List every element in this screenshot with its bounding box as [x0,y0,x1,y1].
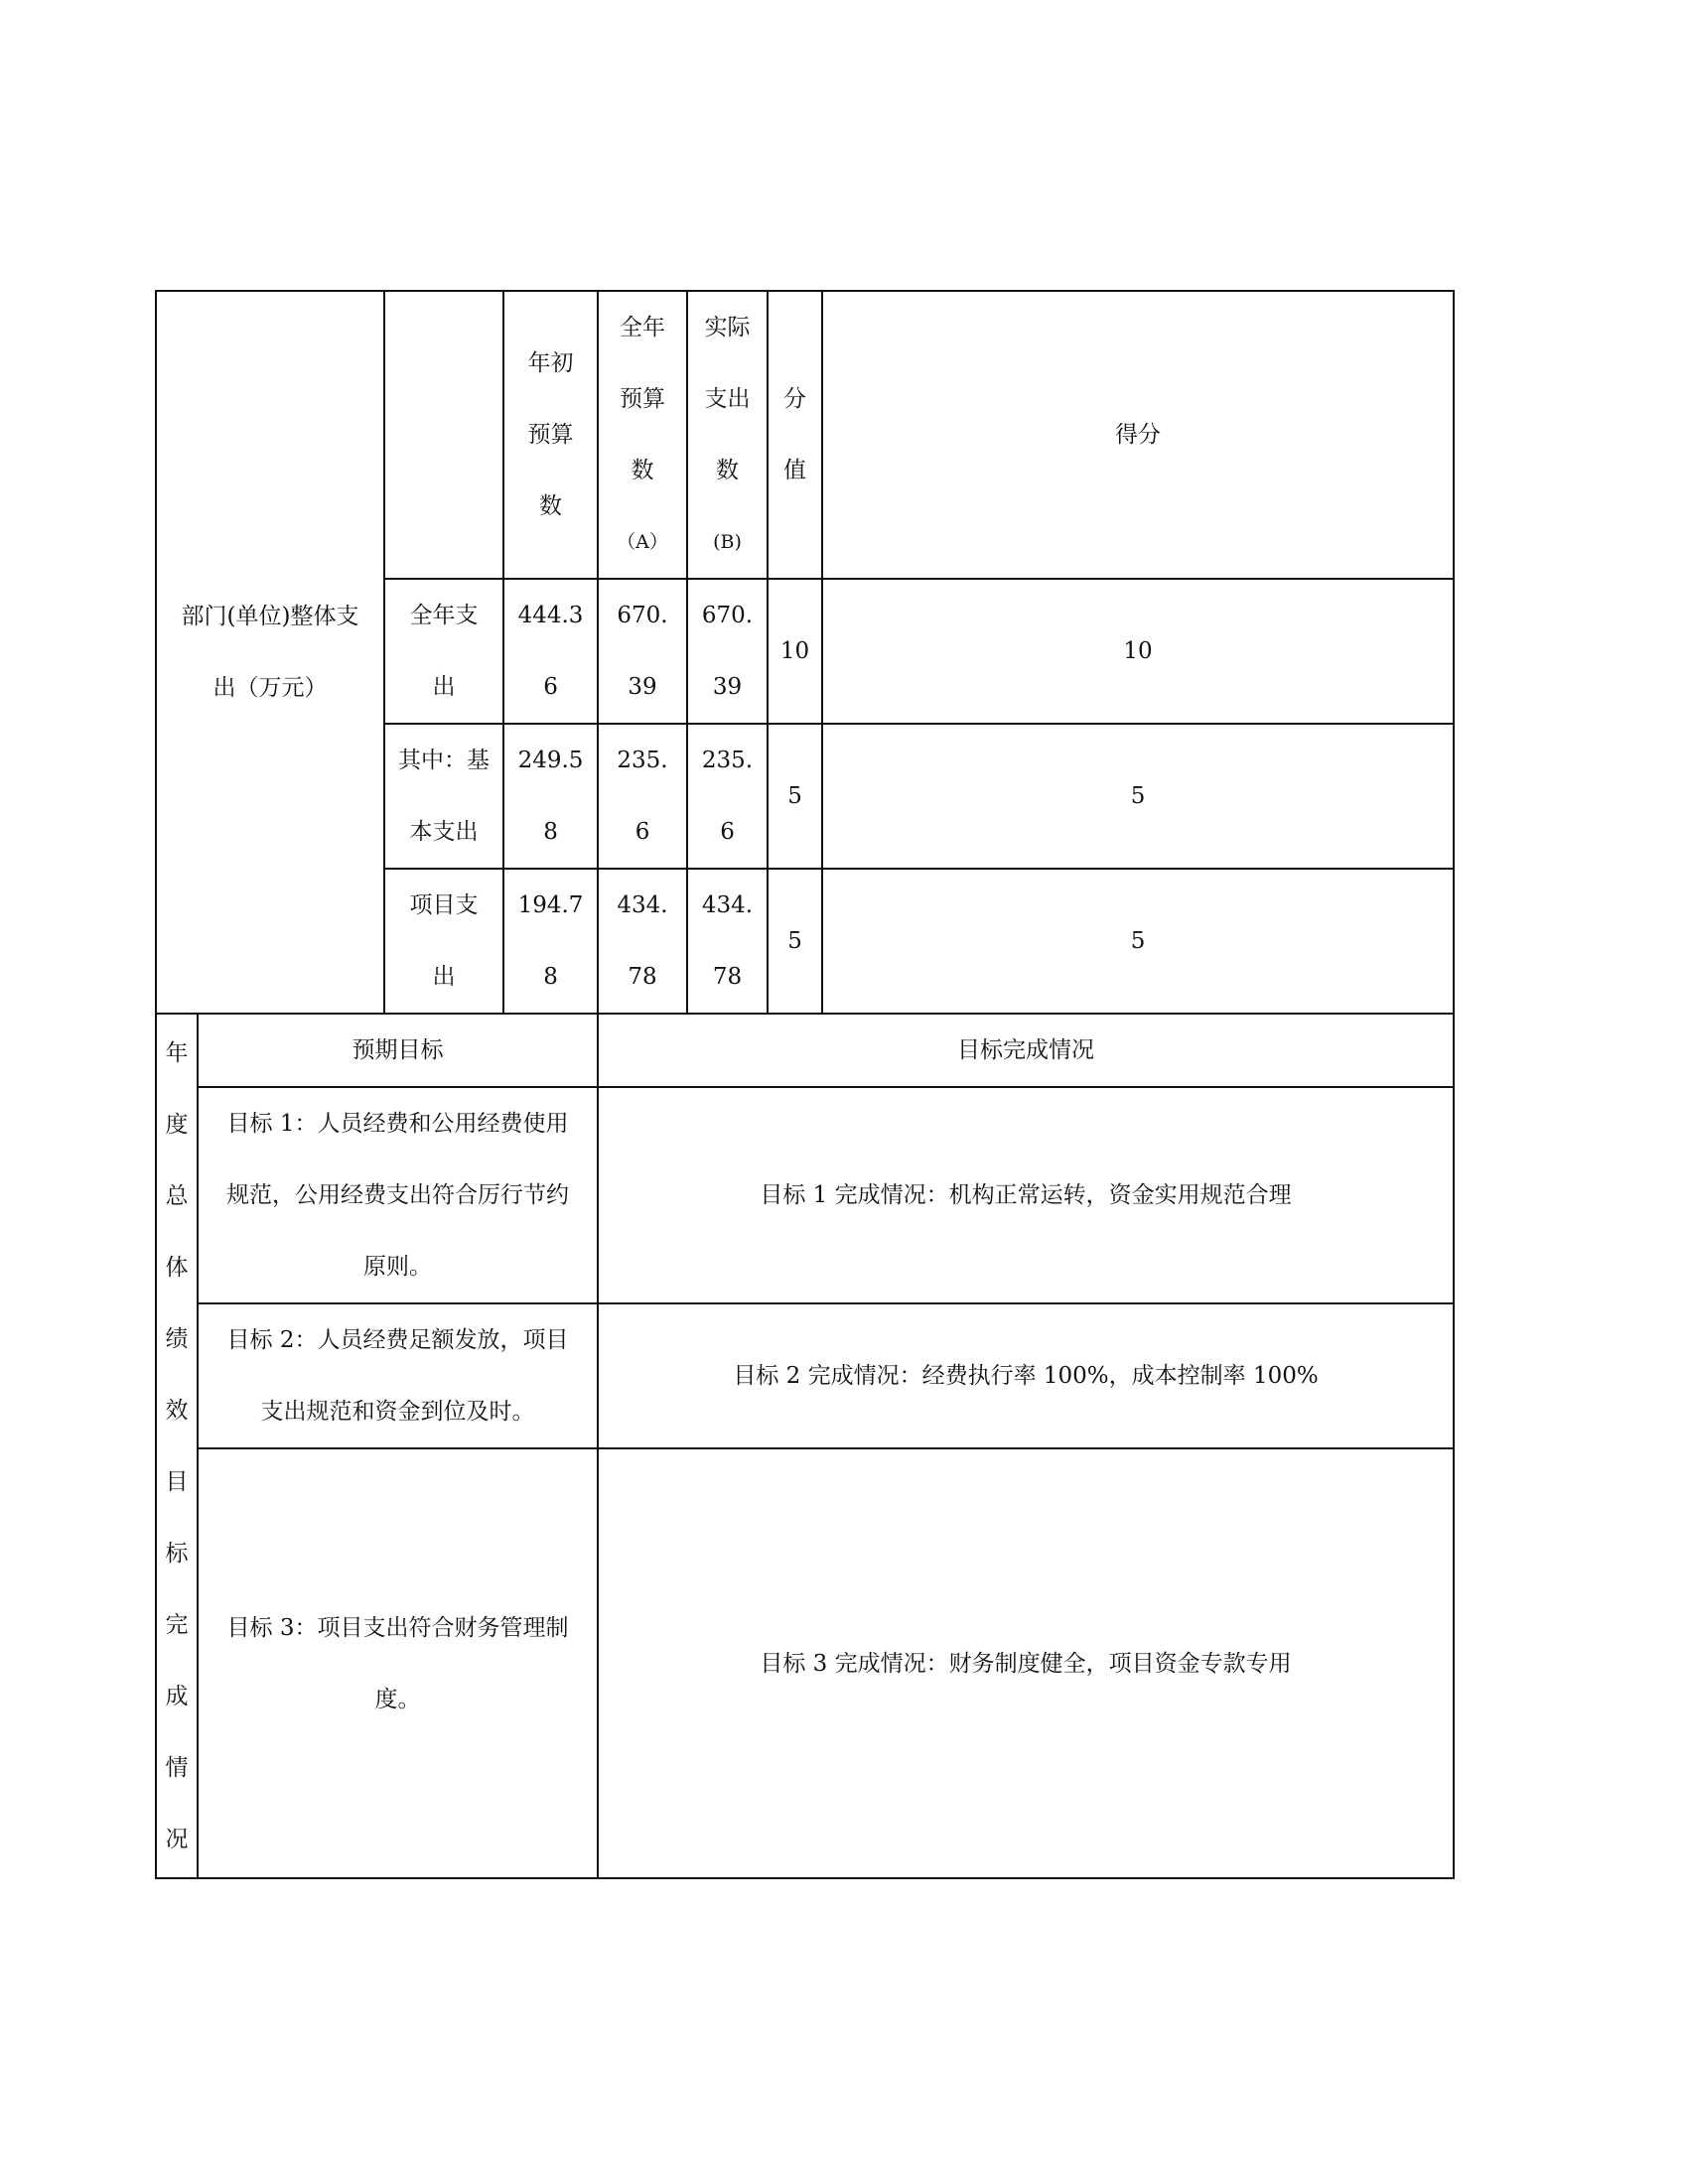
expected-goal-l2: 规范，公用经费支出符合厉行节约 [226,1182,569,1208]
annual-budget-l2: 39 [628,674,657,700]
budget-row-label-line1: 部门(单位)整体支 [181,604,359,629]
expected-goal-cell [198,1087,598,1303]
annual-budget-l2: 6 [634,819,650,845]
side-char: 绩 [165,1325,189,1352]
actual-spend-l2: 6 [720,819,735,845]
actual-spend-cell [687,724,768,869]
annual-budget-l1: 434. [617,892,668,918]
side-char: 体 [165,1254,189,1281]
initial-budget-header [503,291,598,579]
budget-header-row [156,291,1454,579]
score-cell: 10 [768,579,822,724]
initial-budget-l1: 194.7 [517,892,584,918]
side-char: 年 [165,1039,189,1066]
goal-row [156,1087,1454,1303]
expected-goal-cell [198,1303,598,1448]
initial-budget-header-l3: 数 [539,493,563,519]
goal-completion-header: 目标完成情况 [598,1014,1454,1087]
goal-row [156,1448,1454,1878]
points-cell: 10 [822,579,1454,724]
row-label-l2: 本支出 [409,819,479,845]
score-cell: 5 [768,724,822,869]
row-label-cell [384,579,503,724]
actual-spend-header-l4: (B) [713,531,742,553]
annual-budget-header-l4: （A） [617,531,668,553]
initial-budget-l2: 6 [543,674,558,700]
score-header [768,291,822,579]
expected-goal-l3: 原则。 [363,1254,432,1280]
side-char: 度 [165,1111,189,1138]
expected-goal-l2: 度。 [374,1686,421,1712]
side-char: 效 [165,1397,189,1424]
side-char: 标 [165,1540,189,1567]
side-char: 情 [165,1754,189,1781]
actual-spend-cell [687,579,768,724]
row-label-l1: 项目支 [409,892,479,918]
annual-budget-header-l3: 数 [631,458,654,483]
actual-spend-header-l1: 实际 [704,315,751,341]
budget-row-label-cell [156,291,384,1014]
annual-budget-header-l1: 全年 [620,315,666,341]
goal-completion-cell: 目标 3 完成情况：财务制度健全，项目资金专款专用 [598,1448,1454,1878]
initial-budget-cell [503,724,598,869]
actual-spend-l2: 78 [712,964,743,990]
initial-budget-l2: 8 [543,964,558,990]
initial-budget-l1: 444.3 [517,603,584,628]
initial-budget-cell [503,869,598,1014]
annual-budget-cell [598,579,687,724]
expected-goal-l1: 目标 2：人员经费足额发放，项目 [226,1327,569,1353]
score-cell: 5 [768,869,822,1014]
annual-budget-l1: 235. [617,748,668,773]
actual-spend-l1: 235. [701,748,754,773]
blank-header-cell [384,291,503,579]
annual-budget-cell [598,869,687,1014]
actual-spend-cell [687,869,768,1014]
side-char: 况 [165,1826,189,1852]
row-label-cell [384,869,503,1014]
initial-budget-l1: 249.5 [517,748,584,773]
initial-budget-cell [503,579,598,724]
initial-budget-l2: 8 [543,819,558,845]
expected-goals-header: 预期目标 [198,1014,598,1087]
row-label-l2: 出 [432,964,456,990]
goal-row [156,1303,1454,1448]
points-cell: 5 [822,724,1454,869]
score-header-l2: 值 [783,458,807,483]
expected-goal-l2: 支出规范和资金到位及时。 [260,1399,535,1425]
budget-row-label-line2: 出（万元） [212,675,328,701]
points-header: 得分 [822,291,1454,579]
expected-goal-l1: 目标 3：项目支出符合财务管理制 [226,1614,569,1641]
annual-budget-l1: 670. [617,603,668,628]
goals-header-row [156,1014,1454,1087]
side-char: 目 [165,1468,189,1495]
score-header-l1: 分 [783,386,807,412]
annual-budget-cell [598,724,687,869]
actual-spend-l1: 434. [701,892,754,918]
row-label-l1: 其中：基 [398,748,491,773]
annual-budget-header [598,291,687,579]
row-label-l1: 全年支 [409,603,479,628]
performance-table [155,290,1455,1879]
annual-budget-header-l2: 预算 [620,386,666,412]
actual-spend-header-l3: 数 [716,458,740,483]
initial-budget-header-l1: 年初 [527,350,574,376]
row-label-l2: 出 [432,674,456,700]
expected-goal-cell [198,1448,598,1878]
goals-side-label [156,1014,198,1878]
actual-spend-l2: 39 [712,674,743,700]
actual-spend-header [687,291,768,579]
side-char: 总 [165,1182,189,1209]
side-char: 成 [165,1683,189,1709]
goal-completion-cell: 目标 2 完成情况：经费执行率 100%，成本控制率 100% [598,1303,1454,1448]
points-cell: 5 [822,869,1454,1014]
expected-goal-l1: 目标 1：人员经费和公用经费使用 [226,1111,569,1137]
annual-budget-l2: 78 [628,964,657,990]
initial-budget-header-l2: 预算 [527,422,574,448]
row-label-cell [384,724,503,869]
side-char: 完 [165,1611,189,1638]
goal-completion-cell: 目标 1 完成情况：机构正常运转，资金实用规范合理 [598,1087,1454,1303]
actual-spend-header-l2: 支出 [704,386,751,412]
actual-spend-l1: 670. [701,603,754,628]
